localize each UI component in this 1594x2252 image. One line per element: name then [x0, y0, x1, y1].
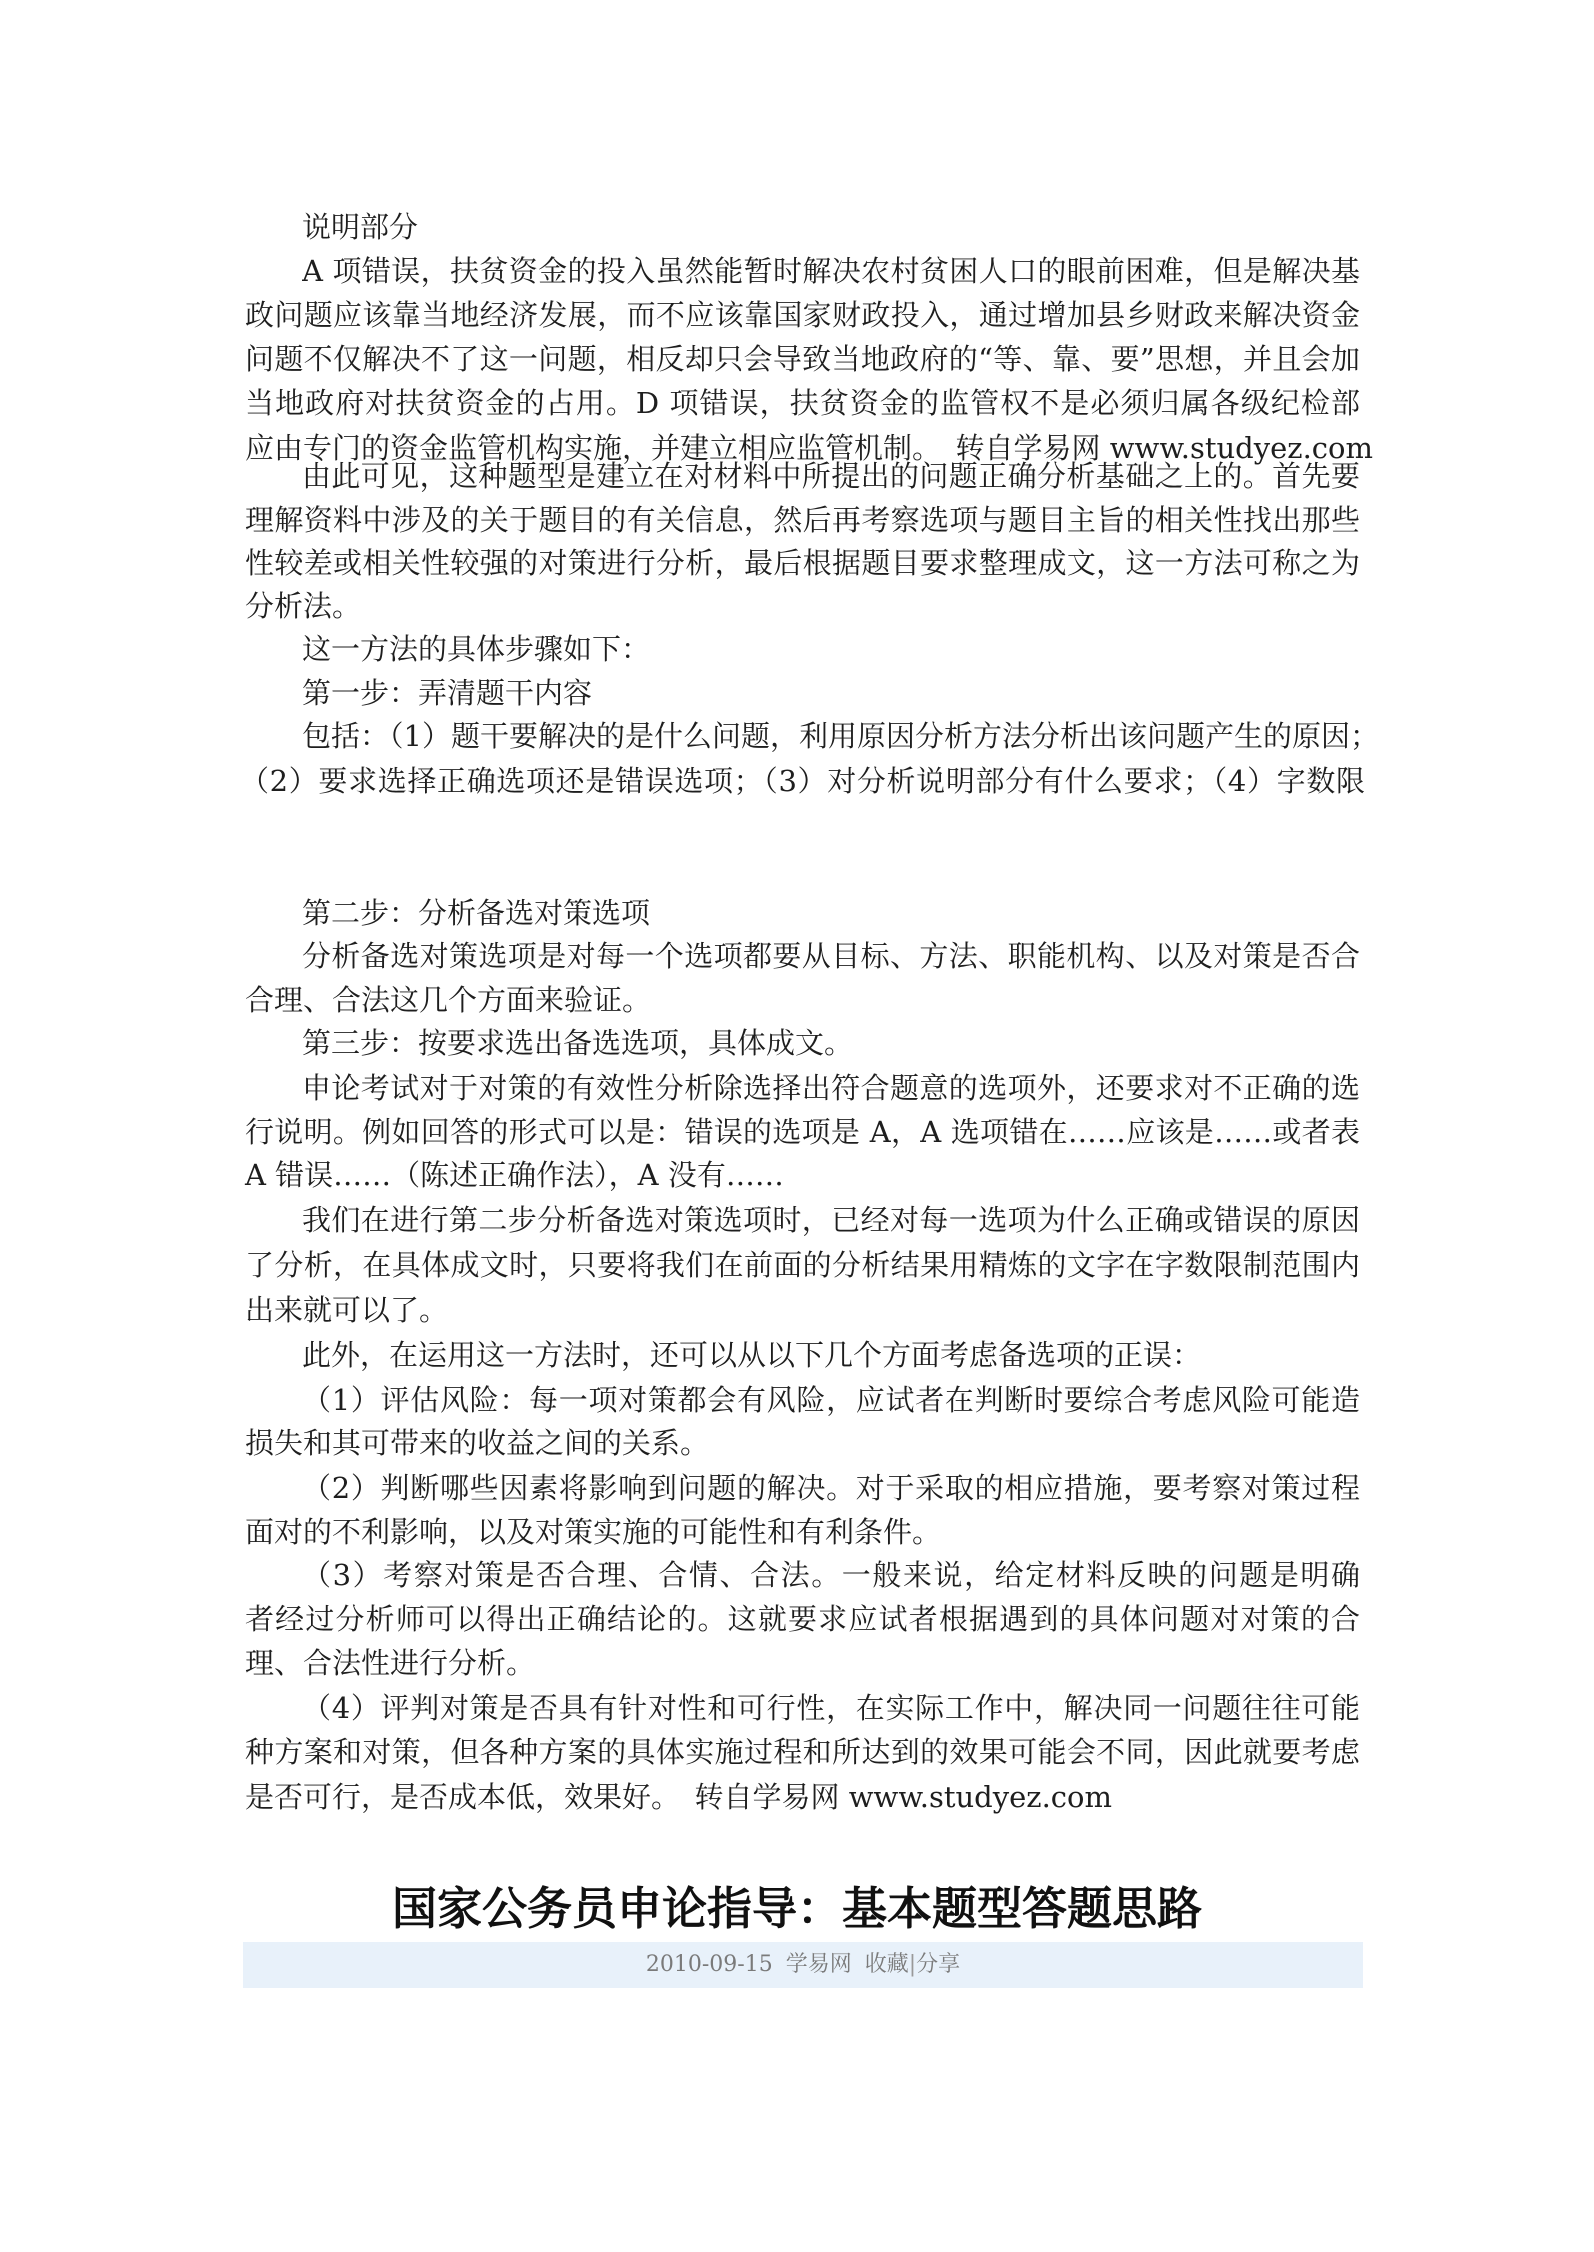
separator: |	[908, 1952, 917, 1977]
text-line: 当地政府对扶贫资金的占用。D 项错误，扶贫资金的监管权不是必须归属各级纪检部	[245, 386, 1360, 420]
text-line: A 项错误，扶贫资金的投入虽然能暂时解决农村贫困人口的眼前困难，但是解决基	[302, 254, 1360, 288]
article-title: 国家公务员申论指导：基本题型答题思路	[391, 1882, 1202, 1935]
text-line: 合理、合法这几个方面来验证。	[245, 983, 652, 1017]
text-line: 我们在进行第二步分析备选对策选项时，已经对每一选项为什么正确或错误的原因	[302, 1203, 1360, 1237]
text-line: 这一方法的具体步骤如下：	[302, 632, 651, 666]
text-line: 种方案和对策，但各种方案的具体实施过程和所达到的效果可能会不同，因此就要考虑	[245, 1735, 1360, 1769]
source-link[interactable]: 学易网	[785, 1952, 852, 1977]
text-line: 性较差或相关性较强的对策进行分析，最后根据题目要求整理成文，这一方法可称之为	[245, 546, 1360, 580]
step-heading: 第一步：弄清题干内容	[302, 676, 593, 710]
text-line: 理、合法性进行分析。	[245, 1646, 536, 1680]
text-line: 出来就可以了。	[245, 1293, 449, 1327]
text-line: A 错误……（陈述正确作法），A 没有……	[245, 1158, 784, 1192]
text-line: 由此可见，这种题型是建立在对材料中所提出的问题正确分析基础之上的。首先要	[302, 459, 1360, 493]
text-line: 包括：（1）题干要解决的是什么问题，利用原因分析方法分析出该问题产生的原因；	[302, 719, 1379, 753]
text-line: 应由专门的资金监管机构实施，并建立相应监管机制。 转自学易网 www.studyez.com	[245, 431, 1373, 465]
text-line: 理解资料中涉及的关于题目的有关信息，然后再考察选项与题目主旨的相关性找出那些	[245, 503, 1360, 537]
text-line: 申论考试对于对策的有效性分析除选择出符合题意的选项外，还要求对不正确的选	[302, 1071, 1360, 1105]
text-line: 分析备选对策选项是对每一个选项都要从目标、方法、职能机构、以及对策是否合	[302, 939, 1360, 973]
text-line: 分析法。	[245, 589, 362, 623]
article-meta-bar	[243, 1942, 1363, 1988]
section-heading: 说明部分	[302, 210, 419, 244]
text-line: 了分析，在具体成文时，只要将我们在前面的分析结果用精炼的文字在字数限制范围内	[245, 1248, 1360, 1282]
step-heading: 第三步：按要求选出备选选项，具体成文。	[302, 1026, 854, 1060]
text-line: （4）评判对策是否具有针对性和可行性，在实际工作中，解决同一问题往往可能	[302, 1691, 1360, 1725]
text-line: 此外，在运用这一方法时，还可以从以下几个方面考虑备选项的正误：	[302, 1338, 1202, 1372]
text-line: 面对的不利影响，以及对策实施的可能性和有利条件。	[245, 1515, 942, 1549]
text-line: 行说明。例如回答的形式可以是：错误的选项是 A，A 选项错在……应该是……或者表	[245, 1115, 1360, 1149]
text-line: 损失和其可带来的收益之间的关系。	[245, 1426, 710, 1460]
text-line: （2）判断哪些因素将影响到问题的解决。对于采取的相应措施，要考察对策过程	[302, 1471, 1360, 1505]
text-line: （3）考察对策是否合理、合情、合法。一般来说，给定材料反映的问题是明确	[302, 1558, 1360, 1592]
share-link[interactable]: 分享	[916, 1952, 961, 1977]
text-line: 是否可行，是否成本低，效果好。 转自学易网 www.studyez.com	[245, 1780, 1112, 1814]
step-heading: 第二步：分析备选对策选项	[302, 896, 651, 930]
text-line: （2）要求选择正确选项还是错误选项；（3）对分析说明部分有什么要求；（4）字数限	[240, 764, 1365, 798]
favorite-link[interactable]: 收藏	[864, 1952, 909, 1977]
text-line: 政问题应该靠当地经济发展，而不应该靠国家财政投入，通过增加县乡财政来解决资金	[245, 298, 1360, 332]
text-line: 者经过分析师可以得出正确结论的。这就要求应试者根据遇到的具体问题对对策的合	[245, 1602, 1360, 1636]
text-line: 问题不仅解决不了这一问题，相反却只会导致当地政府的“等、靠、要”思想，并且会加	[245, 342, 1360, 376]
publish-date: 2010-09-15	[645, 1952, 773, 1977]
text-line: （1）评估风险：每一项对策都会有风险，应试者在判断时要综合考虑风险可能造	[302, 1383, 1360, 1417]
